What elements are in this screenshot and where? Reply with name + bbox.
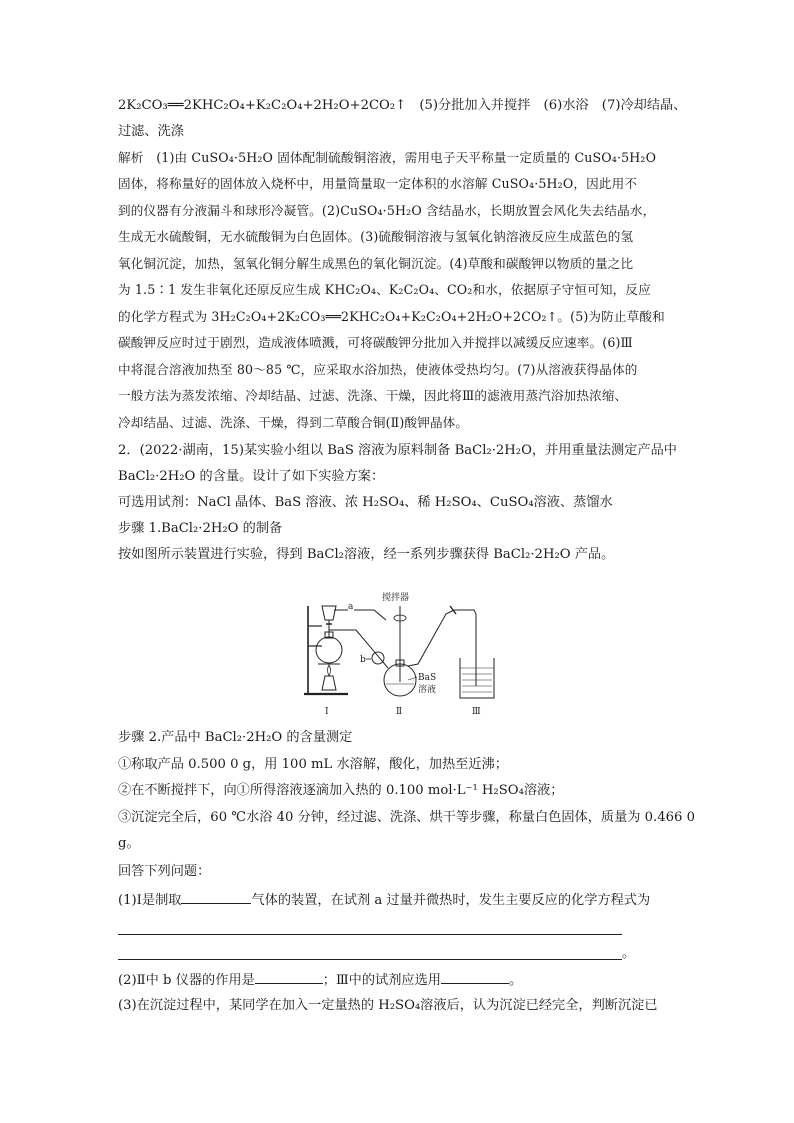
analysis-line: 一般方法为蒸发浓缩、冷却结晶、过滤、洗涤、干燥，因此将Ⅲ的滤液用蒸汽浴加热浓缩、 <box>118 388 628 403</box>
analysis-line: 中将混合溶液加热至 80～85 ℃，应采取水浴加热，使液体受热均匀。(7)从溶液获得晶体的 <box>118 362 638 377</box>
answer-prompt: 回答下列问题： <box>118 864 211 879</box>
subquestion-2-start: (2)Ⅱ中 b 仪器的作用是 <box>118 973 255 988</box>
answer-blank[interactable] <box>441 969 509 984</box>
analysis-line: 生成无水硫酸铜，无水硫酸铜为白色固体。(3)硫酸铜溶液与氢氧化钠溶液反应生成蓝色的氢 <box>118 229 634 244</box>
subquestion-1-rest: 气体的装置，在试剂 a 过量并微热时，发生主要反应的化学方程式为 <box>251 893 651 908</box>
analysis-line: 碳酸钾反应时过于剧烈，造成液体喷溅，可将碳酸钾分批加入并搅拌以减缓反应速率。(6)Ⅲ <box>118 335 633 350</box>
flask-I <box>316 637 342 663</box>
question2-intro-line1: 2．(2022·湖南，15)某实验小组以 BaS 溶液为原料制备 BaCl₂·2H₂O，并用重量法测定产品中 <box>118 443 677 458</box>
subquestion-2 <box>118 969 522 991</box>
answer-line-2: 过滤、洗涤 <box>118 124 184 139</box>
alcohol-lamp <box>322 676 336 690</box>
label-II: Ⅱ <box>396 707 403 717</box>
step2-item-2: ②在不断搅拌下，向①所得溶液逐滴加入热的 0.100 mol·L⁻¹ H₂SO₄溶液； <box>118 783 564 798</box>
step1-text: 按如图所示装置进行实验，得到 BaCl₂溶液，经一系列步骤获得 BaCl₂·2H₂O 产品。 <box>118 547 615 562</box>
step2-item-3-cont: g。 <box>118 836 140 851</box>
label-bas: BaS <box>418 673 437 683</box>
step1-title: 步骤 1.BaCl₂·2H₂O 的制备 <box>118 521 283 536</box>
label-b: b <box>360 655 366 665</box>
step2-title: 步骤 2.产品中 BaCl₂·2H₂O 的含量测定 <box>118 730 353 745</box>
step2-item-1: ①称取产品 0.500 0 g，用 100 mL 水溶解，酸化，加热至近沸； <box>118 757 508 772</box>
apparatus-figure <box>296 586 502 720</box>
analysis-line: 到的仪器有分液漏斗和球形冷凝管。(2)CuSO₄·5H₂O 含结晶水，长期放置会风化失去结晶水， <box>118 203 656 218</box>
analysis-line: 解析 (1)由 CuSO₄·5H₂O 固体配制硫酸铜溶液，需用电子天平称量一定质量的 CuSO₄·5H₂O <box>118 150 657 165</box>
safety-bulb-b <box>372 652 384 664</box>
label-a: a <box>348 602 354 612</box>
analysis-line: 为 1.5∶1 发生非氧化还原反应生成 KHC₂O₄、K₂C₂O₄、CO₂和水，依据原子守恒可知，反应 <box>118 282 651 297</box>
subquestion-2-mid: ；Ⅲ中的试剂应选用 <box>322 973 441 988</box>
answer-blank[interactable] <box>181 889 251 904</box>
subquestion-1-period: 。 <box>622 946 636 961</box>
analysis-line: 氧化铜沉淀，加热，氢氧化铜分解生成黑色的氧化铜沉淀。(4)草酸和碳酸钾以物质的量之比 <box>118 256 634 271</box>
question2-intro-line2: BaCl₂·2H₂O 的含量。设计了如下实验方案： <box>118 469 385 484</box>
label-stirrer: 搅拌器 <box>382 593 410 603</box>
answer-blank[interactable] <box>255 969 323 984</box>
label-solution: 溶液 <box>418 685 437 695</box>
answer-line-1: 2K₂CO₃══2KHC₂O₄+K₂C₂O₄+2H₂O+2CO₂↑ (5)分批加入并搅拌 (6)水浴 (7)冷却结晶、 <box>118 98 687 113</box>
analysis-line: 的化学方程式为 3H₂C₂O₄+2K₂CO₃══2KHC₂O₄+K₂C₂O₄+2H₂O+2CO₂↑。(5)为防止草酸和 <box>118 309 665 324</box>
dropping-funnel <box>322 606 336 620</box>
analysis-line: 冷却结晶、过滤、洗涤、干燥，得到二草酸合铜(Ⅱ)酸钾晶体。 <box>118 415 469 430</box>
label-I: Ⅰ <box>325 707 329 717</box>
answer-line[interactable] <box>118 959 622 960</box>
step2-item-3: ③沉淀完全后，60 ℃水浴 40 分钟，经过滤、洗涤、烘干等步骤，称量白色固体，质量为 0.466 0 <box>118 810 695 825</box>
subquestion-2-end: 。 <box>509 973 523 988</box>
reagents-list: 可选用试剂：NaCl 晶体、BaS 溶液、浓 H₂SO₄、稀 H₂SO₄、CuSO₄溶液、蒸馏水 <box>118 495 613 510</box>
subquestion-3: (3)在沉淀过程中，某同学在加入一定量热的 H₂SO₄溶液后，认为沉淀已经完全，判断沉淀已 <box>118 998 658 1013</box>
analysis-line: 固体，将称量好的固体放入烧杯中，用量筒量取一定体积的水溶解 CuSO₄·5H₂O，因此用不 <box>118 176 638 191</box>
label-III: Ⅲ <box>472 707 481 717</box>
answer-line[interactable] <box>118 934 622 935</box>
subquestion-1 <box>118 889 650 911</box>
subquestion-1-start: (1)Ⅰ是制取 <box>118 893 182 908</box>
